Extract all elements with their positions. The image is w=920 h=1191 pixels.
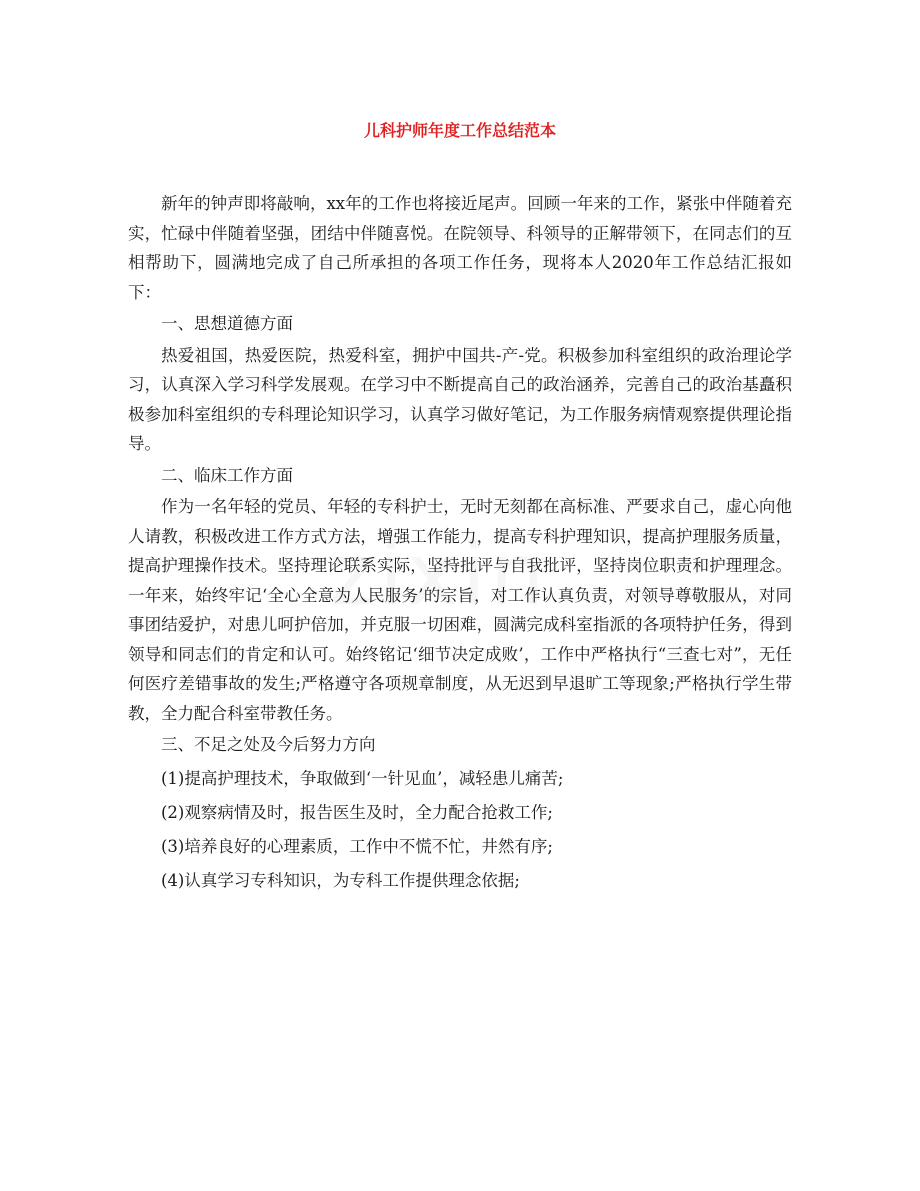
list-item: (1)提高护理技术，争取做到‘一针见血’，减轻患儿痛苦; (161, 769, 564, 788)
document-body (128, 189, 792, 900)
list-item: (2)观察病情及时，报告医生及时，全力配合抢救工作; (161, 803, 553, 822)
ideology-paragraph: 热爱祖国，热爱医院，热爱科室，拥护中国共-产-党。积极参加科室组织的政治理论学习，认真深入学习科学发展观。在学习中不断提高自己的政治涵养，完善自己的政治基矗积极参加科室组织的专科理论知识学习，认真学习做好笔记，为工作服务病情观察提供理论指导。 (128, 345, 792, 453)
clinical-paragraph: 作为一名年轻的党员、年轻的专科护士，无时无刻都在高标准、严要求自己，虚心向他人请教，积极改进工作方式方法，增强工作能力，提高专科护理知识，提高护理服务质量，提高护理操作技术。坚持理论联系实际，坚持批评与自我批评，坚持岗位职责和护理理念。一年来，始终牢记‘全心全意为人民服务’的宗旨，对工作认真负责，对领导尊敬服从，对同事团结爱护，对患儿呵护倍加，并克服一切困难，圆满完成科室指派的各项特护任务，得到领导和同志们的肯定和认可。始终铭记‘细节决定成败’，工作中严格执行“三查七对”，无任何医疗差错事故的发生;严格遵守各项规章制度，从无迟到早退旷工等现象;严格执行学生带教，全力配合科室带教任务。 (128, 497, 792, 723)
document-title: 儿科护师年度工作总结范本 (363, 121, 556, 140)
section-heading-clinical: 二、临床工作方面 (161, 465, 293, 485)
intro-paragraph: 新年的钟声即将敲响，xx年的工作也将接近尾声。回顾一年来的工作，紧张中伴随着充实，忙碌中伴随着坚强，团结中伴随喜悦。在院领导、科领导的正解带领下，在同志们的互相帮助下，圆满地完成了自己所承担的各项工作任务，现将本人2020年工作总结汇报如下： (128, 194, 792, 302)
section-heading-improvement: 三、不足之处及今后努力方向 (161, 735, 376, 754)
list-item: (4)认真学习专科知识，为专科工作提供理念依据; (161, 871, 520, 890)
list-item: (3)培养良好的心理素质，工作中不慌不忙，井然有序; (161, 837, 553, 856)
section-heading-ideology: 一、思想道德方面 (161, 314, 293, 333)
